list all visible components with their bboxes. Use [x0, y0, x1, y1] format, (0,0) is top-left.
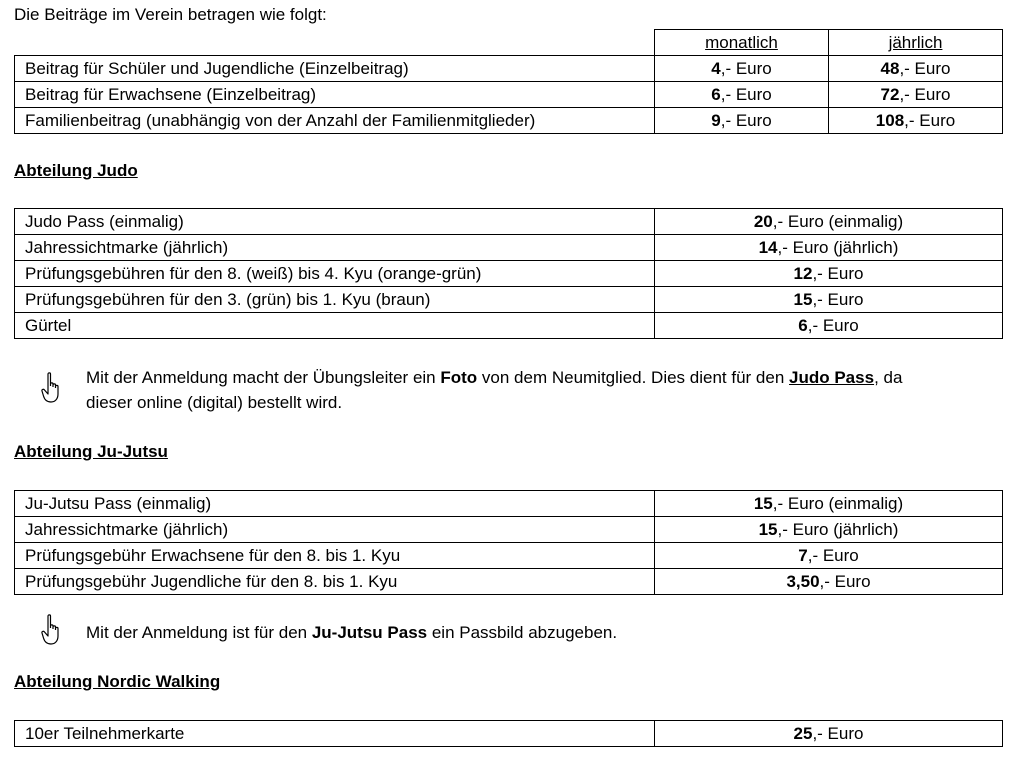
fee-label: 10er Teilnehmerkarte: [15, 721, 655, 747]
fee-amount: 108: [875, 111, 905, 130]
table-row: [15, 543, 1003, 569]
note-text: ein Passbild abzugeben.: [427, 623, 618, 642]
fee-unit: ,- Euro: [812, 290, 864, 309]
note-emphasis: Ju-Jutsu Pass: [311, 623, 428, 642]
fee-label: Prüfungsgebühr Erwachsene für den 8. bis 1. Kyu: [15, 543, 655, 569]
fee-amount-cell: [655, 209, 1003, 235]
judo-note-line2: dieser online (digital) bestellt wird.: [86, 393, 343, 412]
fee-unit: ,- Euro (jährlich): [777, 520, 899, 539]
fee-amount: 12: [793, 264, 813, 283]
pointing-hand-icon: [40, 372, 62, 404]
fee-label: Gürtel: [15, 313, 655, 339]
table-row: [15, 569, 1003, 595]
fee-monthly: [655, 56, 829, 82]
table-row: [15, 108, 1003, 134]
fee-label: Familienbeitrag (unabhängig von der Anzahl der Familienmitglieder): [15, 108, 655, 134]
fee-label: Jahressichtmarke (jährlich): [15, 235, 655, 261]
fee-amount: 20: [753, 212, 773, 231]
fee-amount-cell: [655, 569, 1003, 595]
fee-unit: ,- Euro: [819, 572, 871, 591]
fee-label: Beitrag für Schüler und Jugendliche (Einzelbeitrag): [15, 56, 655, 82]
fee-label: Beitrag für Erwachsene (Einzelbeitrag): [15, 82, 655, 108]
fee-unit: ,- Euro: [812, 724, 864, 743]
fee-amount-cell: [655, 721, 1003, 747]
fee-amount: 6: [798, 316, 808, 335]
header-yearly: jährlich: [829, 30, 1003, 56]
judo-fees-table: [14, 208, 1003, 339]
general-fees-table: [14, 29, 1003, 134]
fee-amount: 6: [711, 85, 721, 104]
fee-yearly: [829, 56, 1003, 82]
fee-label: Judo Pass (einmalig): [15, 209, 655, 235]
fee-monthly: [655, 108, 829, 134]
table-row: [15, 56, 1003, 82]
table-row: [15, 313, 1003, 339]
table-row: [15, 721, 1003, 747]
fee-amount: 15: [758, 520, 778, 539]
fee-amount: 3,50: [786, 572, 820, 591]
table-row: [15, 82, 1003, 108]
fee-unit: ,- Euro: [812, 264, 864, 283]
fee-unit: ,- Euro: [899, 85, 951, 104]
fee-unit: ,- Euro (einmalig): [772, 212, 904, 231]
table-row: [15, 287, 1003, 313]
fee-amount-cell: [655, 543, 1003, 569]
fee-amount: 15: [753, 494, 773, 513]
table-row: [15, 491, 1003, 517]
fee-unit: ,- Euro: [720, 111, 772, 130]
section-title-jujutsu: Abteilung Ju-Jutsu: [14, 442, 168, 461]
fee-unit: ,- Euro: [807, 316, 859, 335]
note-emphasis: Foto: [440, 368, 478, 387]
fee-amount: 7: [798, 546, 808, 565]
fee-label: Prüfungsgebühr Jugendliche für den 8. bis 1. Kyu: [15, 569, 655, 595]
fee-yearly: [829, 108, 1003, 134]
fee-label: Prüfungsgebühren für den 8. (weiß) bis 4. Kyu (orange-grün): [15, 261, 655, 287]
table-row: [15, 517, 1003, 543]
header-monthly: monatlich: [655, 30, 829, 56]
fee-amount-cell: [655, 517, 1003, 543]
fee-unit: ,- Euro: [807, 546, 859, 565]
note-text: Mit der Anmeldung ist für den: [86, 623, 312, 642]
fee-amount: 25: [793, 724, 813, 743]
fee-amount: 15: [793, 290, 813, 309]
table-row: [15, 261, 1003, 287]
fee-amount-cell: [655, 313, 1003, 339]
fee-amount-cell: [655, 287, 1003, 313]
fee-amount-cell: [655, 235, 1003, 261]
note-text: , da: [874, 368, 903, 387]
fee-amount: 72: [880, 85, 900, 104]
fee-amount-cell: [655, 261, 1003, 287]
fee-amount-cell: [655, 491, 1003, 517]
pointing-hand-icon: [40, 614, 62, 646]
fee-yearly: [829, 82, 1003, 108]
section-title-nordic-walking: Abteilung Nordic Walking: [14, 672, 221, 691]
jujutsu-fees-table: [14, 490, 1003, 595]
fee-unit: ,- Euro: [720, 85, 772, 104]
nordic-fees-table: [14, 720, 1003, 747]
fee-label: Ju-Jutsu Pass (einmalig): [15, 491, 655, 517]
fee-amount: 48: [880, 59, 900, 78]
fee-amount: 4: [711, 59, 721, 78]
note-text: von dem Neumitglied. Dies dient für den: [477, 368, 790, 387]
fee-unit: ,- Euro: [720, 59, 772, 78]
intro-text: Die Beiträge im Verein betragen wie folgt:: [14, 5, 327, 24]
fee-unit: ,- Euro: [899, 59, 951, 78]
table-row: [15, 209, 1003, 235]
fee-amount: 14: [758, 238, 778, 257]
header-blank-cell: [15, 30, 655, 56]
fee-unit: ,- Euro (einmalig): [772, 494, 904, 513]
judo-note-line1: [86, 365, 1016, 390]
fee-amount: 9: [711, 111, 721, 130]
fee-label: Jahressichtmarke (jährlich): [15, 517, 655, 543]
fee-unit: ,- Euro: [904, 111, 956, 130]
fee-label: Prüfungsgebühren für den 3. (grün) bis 1. Kyu (braun): [15, 287, 655, 313]
table-header-row: [15, 30, 1003, 56]
note-emphasis: Judo Pass: [789, 368, 875, 387]
jujutsu-note: [86, 620, 617, 645]
table-row: [15, 235, 1003, 261]
note-text: Mit der Anmeldung macht der Übungsleiter ein: [86, 368, 441, 387]
fee-unit: ,- Euro (jährlich): [777, 238, 899, 257]
section-title-judo: Abteilung Judo: [14, 161, 138, 180]
fee-monthly: [655, 82, 829, 108]
